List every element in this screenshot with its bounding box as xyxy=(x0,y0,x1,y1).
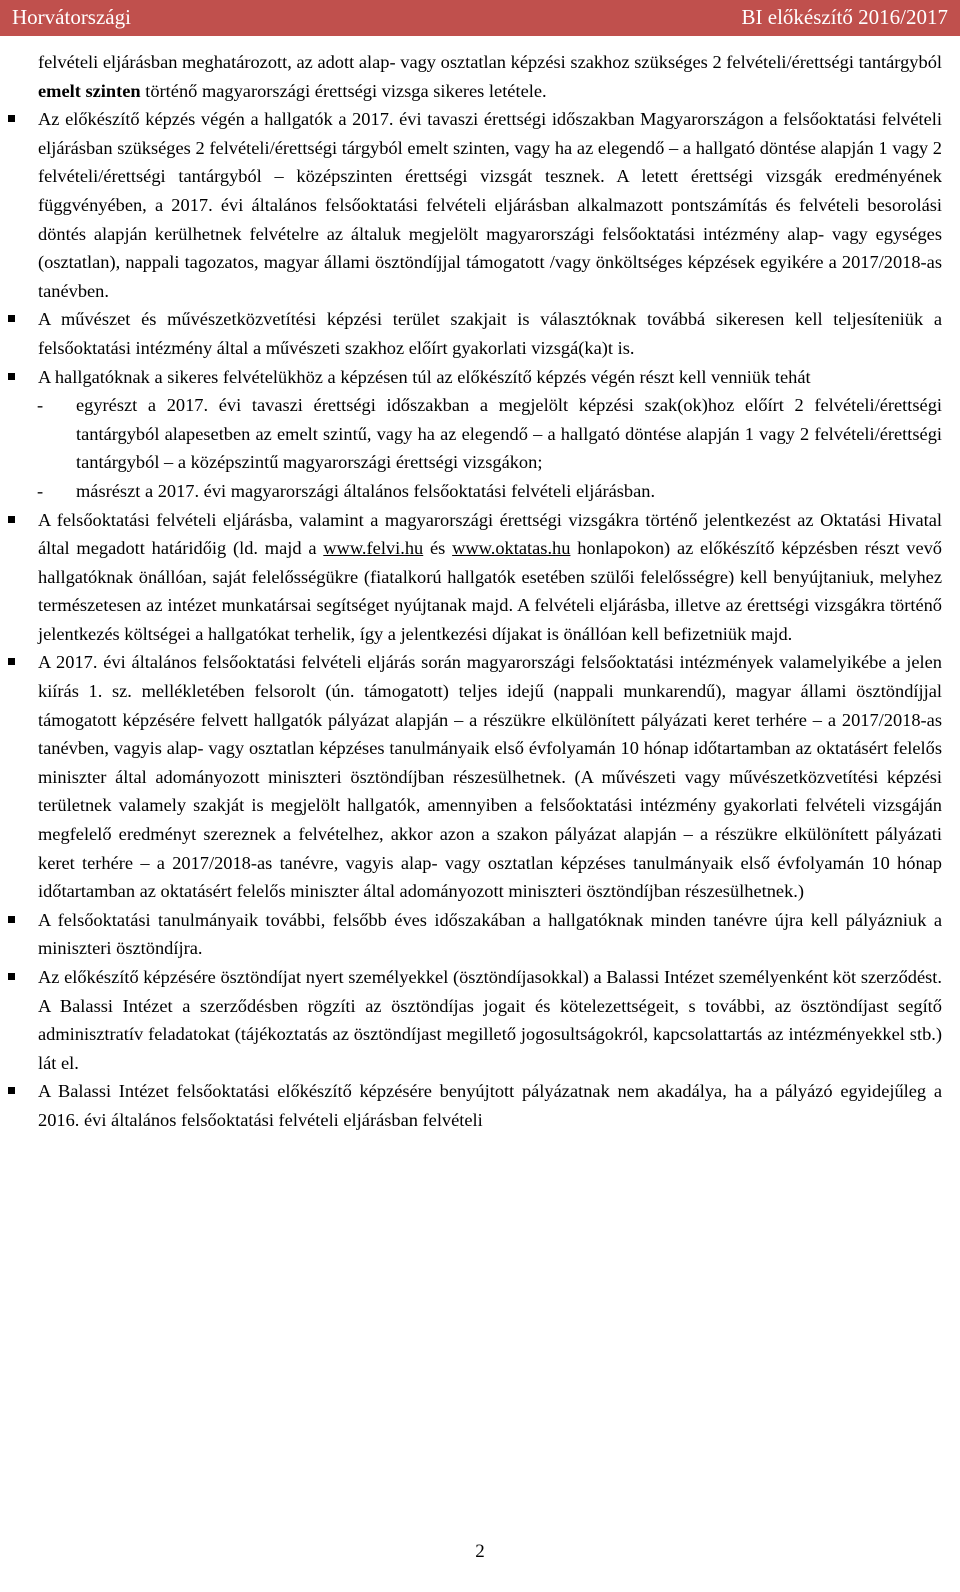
bullet-item xyxy=(38,105,942,305)
dash-marker: - xyxy=(37,395,44,416)
bullet-item xyxy=(38,305,942,362)
bullet-square-icon xyxy=(8,115,15,122)
header-right-title: BI előkészítő 2016/2017 xyxy=(741,5,948,29)
continuation-bold-text: emelt szinten xyxy=(38,80,141,101)
bullet-item xyxy=(38,648,942,905)
document-body xyxy=(38,48,942,1135)
bullet-item xyxy=(38,363,942,506)
bullet-text: A Balassi Intézet felsőoktatási előkészítő képzésére benyújtott pályázatnak nem akadálya, ha a pályázó egyidejűleg a 2016. évi általános felsőoktatási felvételi eljárásban felvételi xyxy=(38,1081,942,1130)
bullet-square-icon xyxy=(8,373,15,380)
bullet-text: A felsőoktatási tanulmányaik további, felsőbb éves időszakában a hallgatóknak minden tanévre újra kell pályázniuk a miniszteri ösztöndíjra. xyxy=(38,909,942,959)
continuation-text-start: felvételi eljárásban meghatározott, az adott alap- vagy osztatlan képzési szakhoz szükséges 2 felvételi/érettségi tantárgyból xyxy=(38,52,942,72)
bullet-text: A 2017. évi általános felsőoktatási felvételi eljárás során magyarországi felsőoktatási intézmények valamelyikébe a jelen kiírás 1. sz. mellékletében felsorolt (ún. támogatott) teljes idejű (nappali munkarendű), magyar állami ösztöndíjjal támogatott képzésére felvett hallgatók pályázat alapján – a részükre elkülönített pályázati keret terhére – a 2017/2018-as tanévben, vagyis alap- vagy osztatlan képzéses tanulmányaik első évfolyamán 10 hónap időtartamban az oktatásért felelős miniszter által adományozott miniszteri ösztöndíjban részesülhetnek. (A művészeti vagy művészetközvetítési képzési területnek valamely szakját is megjelölt hallgatók, amennyiben a felsőoktatási intézmény gyakorlati felvételi vizsgáján megfelelő eredményt szereznek a felvételhez, akkor azon a szakon pályázat alapján – a részükre elkülönített pályázati keret terhére – a 2017/2018-as tanévre, vagyis alap- vagy osztatlan képzéses tanulmányaik első évfolyamán 10 hónap időtartamban az oktatásért felelős miniszter által adományozott miniszteri ösztöndíjban részesülhetnek.) xyxy=(38,652,942,902)
bullet-square-icon xyxy=(8,1087,15,1094)
bullet-text-continued: honlapokon) az előkészítő képzésben részt vevő hallgatóknak önállóan, saját felelősségükre (fiatalkorú hallgatók esetében szülői felelősségre) kell benyújtaniuk, melyhez természetesen az intézet munkatársai segítséget nyújtanak majd. A felvételi eljárásba, illetve az érettségi vizsgákra történő jelentkezés költségei a hallgatókat terhelik, így a jelentkezési díjakat is önállóan kell befizetniük majd. xyxy=(38,538,943,644)
bullet-square-icon xyxy=(8,973,15,980)
bullet-square-icon xyxy=(8,516,15,523)
bullet-text: A művészet és művészetközvetítési képzési terület szakjait is választóknak továbbá sikeresen kell teljesíteniük a felsőoktatási intézmény által a művészeti szakhoz előírt gyakorlati vizsgá(ka)t is. xyxy=(38,309,942,358)
bullet-item xyxy=(38,1077,942,1134)
oktatas-link[interactable]: www.oktatas.hu xyxy=(452,538,571,559)
bullet-item xyxy=(38,963,942,1077)
bullet-text: Az előkészítő képzés végén a hallgatók a 2017. évi tavaszi érettségi időszakban Magyarországon a felsőoktatási felvételi eljárásban szükséges 2 felvételi/érettségi tárgyból emelt szinten, vagy ha az elegendő – a hallgató döntése alapján 1 vagy 2 felvételi/érettségi tantárgyból – középszinten érettségi vizsgát tesznek. A letett érettségi vizsgák eredményének függvényében, a 2017. évi általános felsőoktatási felvételi eljárásban alkalmazott pontszámítás és felvételi besorolási döntés alapján kerülhetnek felvételre az általuk megjelölt magyarországi felsőoktatási intézmény alap- vagy egységes (osztatlan), nappali tagozatos, magyar állami ösztöndíjjal támogatott /vagy önköltséges képzések egyikére a 2017/2018-as tanévben. xyxy=(38,109,942,301)
header-left-title: Horvátországi xyxy=(12,5,131,29)
bullet-square-icon xyxy=(8,658,15,665)
bullet-text: A hallgatóknak a sikeres felvételükhöz a képzésen túl az előkészítő képzés végén részt kell venniük tehát xyxy=(38,366,811,387)
bullet-item xyxy=(38,506,942,649)
bullet-text: Az előkészítő képzésére ösztöndíjat nyert személyekkel (ösztöndíjasokkal) a Balassi Intézet személyenként köt szerződést. A Balassi Intézet a szerződésben rögzíti az ösztöndíjas jogait és kötelezettségeit, s további, az ösztöndíjast segítő adminisztratív feladatokat (tájékoztatás az ösztöndíjast megillető jogosultságokról, kapcsolattartás az intézményekkel stb.) lát el. xyxy=(38,967,942,1073)
dash-item-text: egyrészt a 2017. évi tavaszi érettségi időszakban a megjelölt képzési szak(ok)hoz előírt 2 felvételi/érettségi tantárgyból alapesetben az emelt szintű, vagy ha az elegendő – a hallgató döntése alapján 1 vagy 2 felvételi/érettségi tantárgyból – a középszintű magyarországi érettségi vizsgákon; xyxy=(76,395,942,473)
bullet-item xyxy=(38,906,942,963)
dash-list-item xyxy=(38,391,942,477)
continuation-paragraph xyxy=(38,48,942,105)
felvi-link[interactable]: www.felvi.hu xyxy=(323,538,424,559)
bullet-square-icon xyxy=(8,315,15,322)
dash-list-item xyxy=(38,477,942,506)
bullet-square-icon xyxy=(8,916,15,923)
bullet-text: A felsőoktatási felvételi eljárásba, valamint a magyarországi érettségi vizsgákra történő jelentkezést az Oktatási Hivatal által megadott határidőig (ld. majd a xyxy=(38,509,942,559)
dash-marker: - xyxy=(37,480,44,501)
dash-item-text: másrészt a 2017. évi magyarországi általános felsőoktatási felvételi eljárásban. xyxy=(76,480,656,501)
page-number: 2 xyxy=(475,1541,485,1562)
bullet-text-connector: és xyxy=(423,538,453,559)
continuation-text-end: történő magyarországi érettségi vizsga sikeres letétele. xyxy=(140,80,547,101)
page-header xyxy=(0,0,960,36)
